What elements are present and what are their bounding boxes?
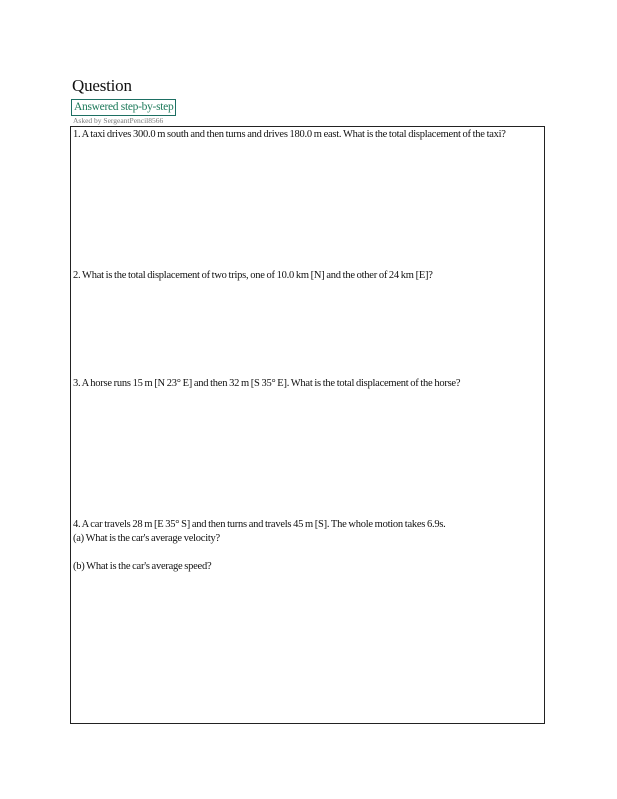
answered-status-badge: Answered step-by-step: [71, 99, 176, 116]
question-3-text: 3. A horse runs 15 m [N 23° E] and then 32 m [S 35° E]. What is the total displacement of the horse?: [73, 378, 461, 389]
question-4-text: 4. A car travels 28 m [E 35° S] and then turns and travels 45 m [S]. The whole motion takes 6.9s.: [73, 519, 446, 530]
question-1-text: 1. A taxi drives 300.0 m south and then turns and drives 180.0 m east. What is the total displacement of the taxi?: [73, 129, 506, 140]
question-4b-text: (b) What is the car's average speed?: [73, 561, 212, 572]
page-title: Question: [72, 76, 132, 95]
asked-by-text: Asked by SergeantPencil8566: [73, 116, 164, 125]
question-content-box: [70, 126, 545, 724]
question-2-text: 2. What is the total displacement of two trips, one of 10.0 km [N] and the other of 24 km [E]?: [73, 270, 433, 281]
question-4a-text: (a) What is the car's average velocity?: [73, 533, 220, 544]
